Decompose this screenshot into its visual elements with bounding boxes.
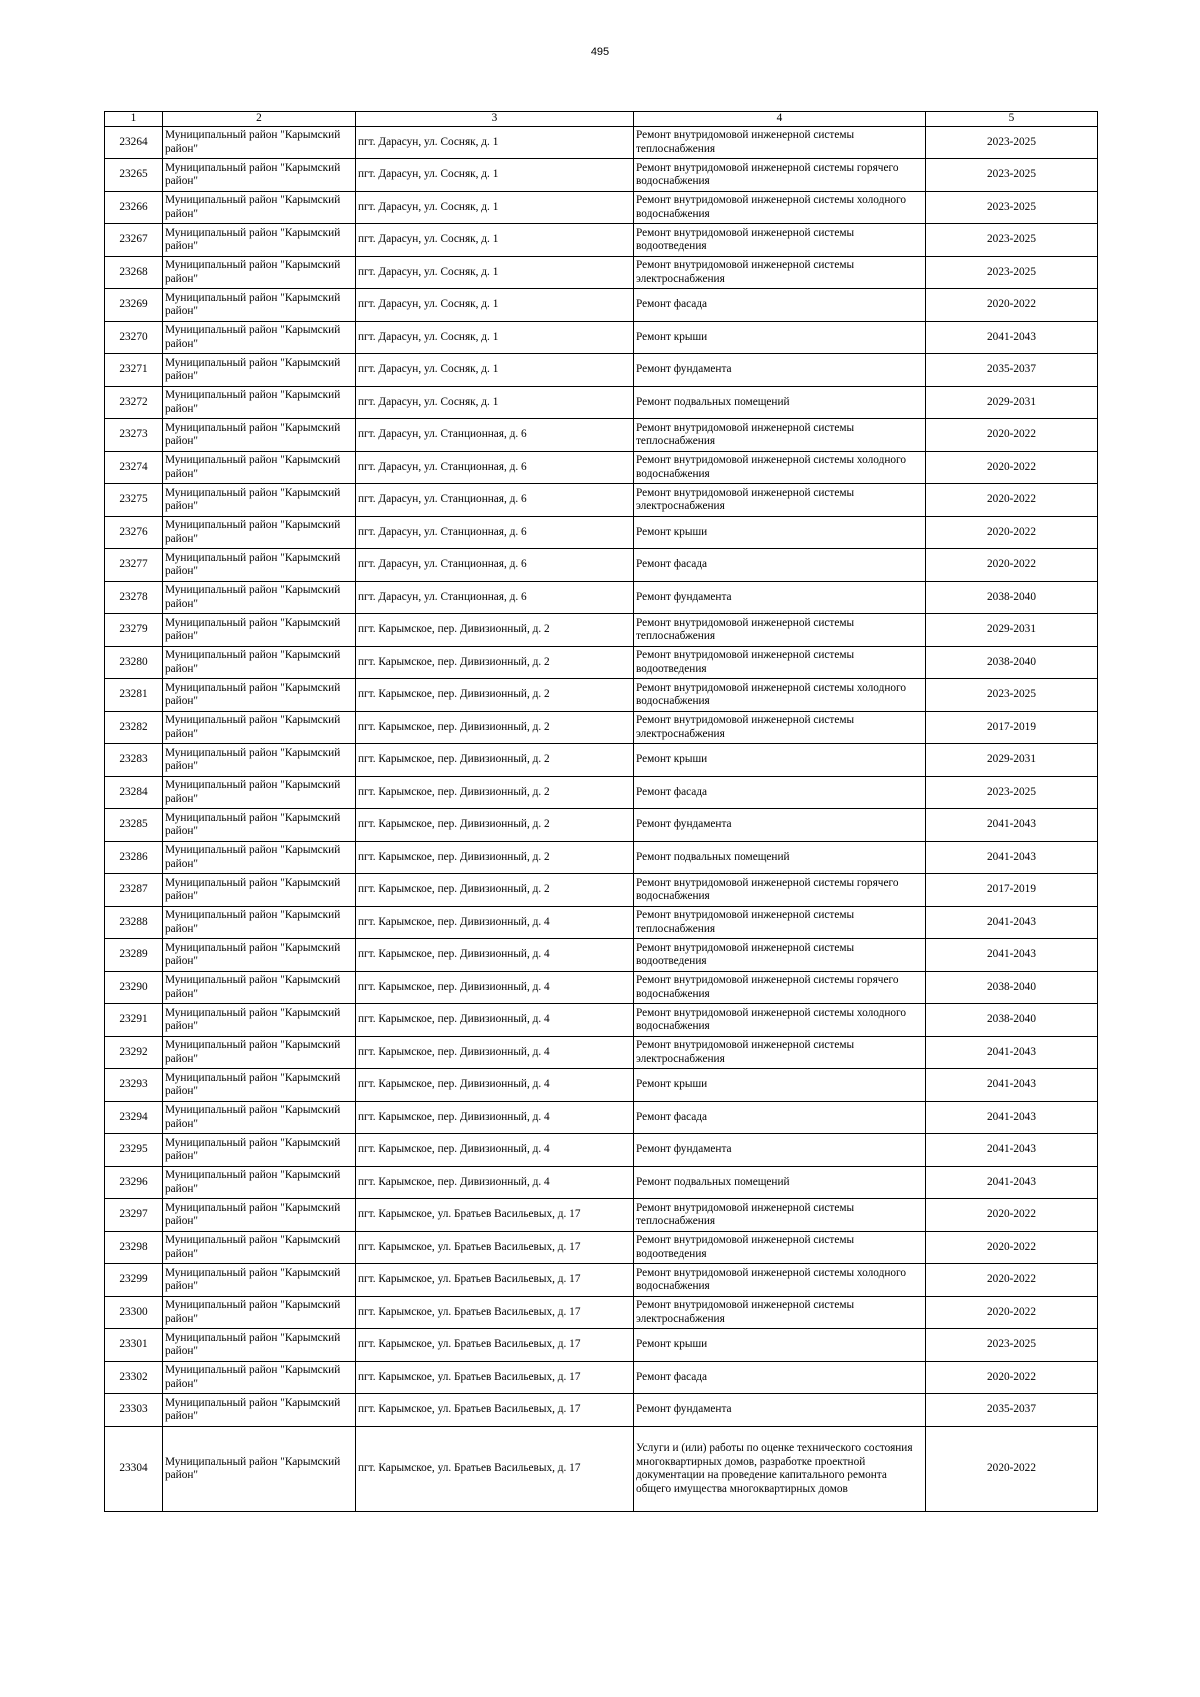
municipality-cell: Муниципальный район "Карымский район" — [163, 712, 356, 744]
work-type-cell: Ремонт крыши — [634, 744, 926, 777]
table-row — [105, 939, 1098, 972]
column-header: 5 — [926, 112, 1098, 127]
address-cell: пгт. Дарасун, ул. Сосняк, д. 1 — [356, 387, 634, 419]
row-number-cell: 23266 — [105, 192, 163, 224]
municipality-cell: Муниципальный район "Карымский район" — [163, 1134, 356, 1167]
work-type-cell: Ремонт внутридомовой инженерной системы горячего водоснабжения — [634, 159, 926, 192]
period-cell: 2041-2043 — [926, 1102, 1098, 1134]
row-number-cell: 23300 — [105, 1297, 163, 1329]
table-row — [105, 1134, 1098, 1167]
address-cell: пгт. Дарасун, ул. Сосняк, д. 1 — [356, 192, 634, 224]
table-row — [105, 419, 1098, 452]
address-cell: пгт. Дарасун, ул. Сосняк, д. 1 — [356, 322, 634, 354]
address-cell: пгт. Карымское, пер. Дивизионный, д. 2 — [356, 744, 634, 777]
address-cell: пгт. Карымское, пер. Дивизионный, д. 2 — [356, 777, 634, 809]
municipality-cell: Муниципальный район "Карымский район" — [163, 1297, 356, 1329]
period-cell: 2038-2040 — [926, 647, 1098, 679]
period-cell: 2020-2022 — [926, 549, 1098, 582]
table-header — [105, 112, 1098, 127]
work-type-cell: Ремонт внутридомовой инженерной системы холодного водоснабжения — [634, 1264, 926, 1297]
work-type-cell: Ремонт внутридомовой инженерной системы теплоснабжения — [634, 1199, 926, 1232]
column-header: 1 — [105, 112, 163, 127]
work-type-cell: Ремонт фундамента — [634, 1394, 926, 1427]
row-number-cell: 23264 — [105, 127, 163, 159]
municipality-cell: Муниципальный район "Карымский район" — [163, 1362, 356, 1394]
address-cell: пгт. Карымское, ул. Братьев Васильевых, д. 17 — [356, 1362, 634, 1394]
municipality-cell: Муниципальный район "Карымский район" — [163, 517, 356, 549]
address-cell: пгт. Карымское, пер. Дивизионный, д. 4 — [356, 1037, 634, 1069]
municipality-cell: Муниципальный район "Карымский район" — [163, 549, 356, 582]
row-number-cell: 23274 — [105, 452, 163, 484]
header-row — [105, 112, 1098, 127]
address-cell: пгт. Карымское, пер. Дивизионный, д. 2 — [356, 679, 634, 712]
row-number-cell: 23294 — [105, 1102, 163, 1134]
period-cell: 2023-2025 — [926, 257, 1098, 289]
table-row — [105, 192, 1098, 224]
municipality-cell: Муниципальный район "Карымский район" — [163, 1427, 356, 1512]
row-number-cell: 23295 — [105, 1134, 163, 1167]
work-type-cell: Ремонт крыши — [634, 517, 926, 549]
municipality-cell: Муниципальный район "Карымский район" — [163, 582, 356, 614]
period-cell: 2020-2022 — [926, 1297, 1098, 1329]
period-cell: 2029-2031 — [926, 614, 1098, 647]
work-type-cell: Ремонт крыши — [634, 322, 926, 354]
work-type-cell: Ремонт внутридомовой инженерной системы электроснабжения — [634, 257, 926, 289]
municipality-cell: Муниципальный район "Карымский район" — [163, 972, 356, 1004]
address-cell: пгт. Карымское, пер. Дивизионный, д. 4 — [356, 1004, 634, 1037]
table-row — [105, 224, 1098, 257]
row-number-cell: 23277 — [105, 549, 163, 582]
row-number-cell: 23267 — [105, 224, 163, 257]
address-cell: пгт. Дарасун, ул. Сосняк, д. 1 — [356, 354, 634, 387]
municipality-cell: Муниципальный район "Карымский район" — [163, 1329, 356, 1362]
table-row — [105, 712, 1098, 744]
address-cell: пгт. Карымское, пер. Дивизионный, д. 2 — [356, 647, 634, 679]
period-cell: 2029-2031 — [926, 744, 1098, 777]
municipality-cell: Муниципальный район "Карымский район" — [163, 1167, 356, 1199]
municipality-cell: Муниципальный район "Карымский район" — [163, 777, 356, 809]
address-cell: пгт. Дарасун, ул. Станционная, д. 6 — [356, 549, 634, 582]
address-cell: пгт. Дарасун, ул. Сосняк, д. 1 — [356, 289, 634, 322]
municipality-cell: Муниципальный район "Карымский район" — [163, 289, 356, 322]
row-number-cell: 23304 — [105, 1427, 163, 1512]
period-cell: 2023-2025 — [926, 777, 1098, 809]
table-row — [105, 1167, 1098, 1199]
municipality-cell: Муниципальный район "Карымский район" — [163, 419, 356, 452]
address-cell: пгт. Карымское, пер. Дивизионный, д. 4 — [356, 907, 634, 939]
work-type-cell: Ремонт внутридомовой инженерной системы электроснабжения — [634, 484, 926, 517]
period-cell: 2017-2019 — [926, 712, 1098, 744]
work-type-cell: Ремонт внутридомовой инженерной системы водоотведения — [634, 647, 926, 679]
period-cell: 2041-2043 — [926, 939, 1098, 972]
row-number-cell: 23289 — [105, 939, 163, 972]
row-number-cell: 23285 — [105, 809, 163, 842]
period-cell: 2020-2022 — [926, 484, 1098, 517]
municipality-cell: Муниципальный район "Карымский район" — [163, 1037, 356, 1069]
municipality-cell: Муниципальный район "Карымский район" — [163, 127, 356, 159]
period-cell: 2023-2025 — [926, 127, 1098, 159]
row-number-cell: 23271 — [105, 354, 163, 387]
row-number-cell: 23273 — [105, 419, 163, 452]
address-cell: пгт. Карымское, ул. Братьев Васильевых, д. 17 — [356, 1199, 634, 1232]
column-header: 4 — [634, 112, 926, 127]
table-row — [105, 289, 1098, 322]
period-cell: 2020-2022 — [926, 419, 1098, 452]
row-number-cell: 23286 — [105, 842, 163, 874]
table-row — [105, 387, 1098, 419]
address-cell: пгт. Дарасун, ул. Сосняк, д. 1 — [356, 257, 634, 289]
address-cell: пгт. Карымское, пер. Дивизионный, д. 2 — [356, 614, 634, 647]
row-number-cell: 23282 — [105, 712, 163, 744]
table-row — [105, 1069, 1098, 1102]
work-type-cell: Ремонт фасада — [634, 549, 926, 582]
table-row — [105, 1232, 1098, 1264]
table-row — [105, 127, 1098, 159]
row-number-cell: 23272 — [105, 387, 163, 419]
work-type-cell: Ремонт внутридомовой инженерной системы водоотведения — [634, 224, 926, 257]
row-number-cell: 23287 — [105, 874, 163, 907]
period-cell: 2038-2040 — [926, 972, 1098, 1004]
municipality-cell: Муниципальный район "Карымский район" — [163, 907, 356, 939]
row-number-cell: 23268 — [105, 257, 163, 289]
address-cell: пгт. Карымское, ул. Братьев Васильевых, д. 17 — [356, 1329, 634, 1362]
period-cell: 2038-2040 — [926, 1004, 1098, 1037]
row-number-cell: 23299 — [105, 1264, 163, 1297]
table-row — [105, 1264, 1098, 1297]
address-cell: пгт. Карымское, пер. Дивизионный, д. 4 — [356, 1102, 634, 1134]
table-body — [105, 127, 1098, 1512]
table-row — [105, 484, 1098, 517]
municipality-cell: Муниципальный район "Карымский район" — [163, 1264, 356, 1297]
table-row — [105, 354, 1098, 387]
table-row — [105, 1037, 1098, 1069]
repair-schedule-table — [104, 111, 1098, 1512]
table-row — [105, 972, 1098, 1004]
period-cell: 2035-2037 — [926, 354, 1098, 387]
period-cell: 2020-2022 — [926, 1199, 1098, 1232]
address-cell: пгт. Карымское, пер. Дивизионный, д. 2 — [356, 874, 634, 907]
table-row — [105, 1102, 1098, 1134]
address-cell: пгт. Карымское, пер. Дивизионный, д. 2 — [356, 712, 634, 744]
work-type-cell: Ремонт фасада — [634, 777, 926, 809]
row-number-cell: 23302 — [105, 1362, 163, 1394]
row-number-cell: 23270 — [105, 322, 163, 354]
table-row — [105, 452, 1098, 484]
period-cell: 2035-2037 — [926, 1394, 1098, 1427]
table-row — [105, 1427, 1098, 1512]
column-header: 3 — [356, 112, 634, 127]
municipality-cell: Муниципальный район "Карымский район" — [163, 387, 356, 419]
address-cell: пгт. Дарасун, ул. Сосняк, д. 1 — [356, 159, 634, 192]
work-type-cell: Ремонт внутридомовой инженерной системы теплоснабжения — [634, 419, 926, 452]
row-number-cell: 23275 — [105, 484, 163, 517]
work-type-cell: Ремонт фундамента — [634, 1134, 926, 1167]
work-type-cell: Ремонт внутридомовой инженерной системы холодного водоснабжения — [634, 192, 926, 224]
address-cell: пгт. Дарасун, ул. Сосняк, д. 1 — [356, 127, 634, 159]
address-cell: пгт. Карымское, ул. Братьев Васильевых, д. 17 — [356, 1394, 634, 1427]
period-cell: 2041-2043 — [926, 322, 1098, 354]
work-type-cell: Ремонт фасада — [634, 1102, 926, 1134]
table-row — [105, 614, 1098, 647]
row-number-cell: 23303 — [105, 1394, 163, 1427]
municipality-cell: Муниципальный район "Карымский район" — [163, 842, 356, 874]
work-type-cell: Услуги и (или) работы по оценке технического состояния многоквартирных домов, разработке проектной документации на проведение капитального ремонта общего имущества многоквартирных домов — [634, 1427, 926, 1512]
period-cell: 2020-2022 — [926, 452, 1098, 484]
period-cell: 2041-2043 — [926, 809, 1098, 842]
municipality-cell: Муниципальный район "Карымский район" — [163, 484, 356, 517]
municipality-cell: Муниципальный район "Карымский район" — [163, 322, 356, 354]
municipality-cell: Муниципальный район "Карымский район" — [163, 939, 356, 972]
row-number-cell: 23280 — [105, 647, 163, 679]
page-number: 495 — [590, 46, 610, 58]
column-header: 2 — [163, 112, 356, 127]
municipality-cell: Муниципальный район "Карымский район" — [163, 257, 356, 289]
municipality-cell: Муниципальный район "Карымский район" — [163, 809, 356, 842]
address-cell: пгт. Карымское, ул. Братьев Васильевых, д. 17 — [356, 1232, 634, 1264]
work-type-cell: Ремонт внутридомовой инженерной системы водоотведения — [634, 1232, 926, 1264]
row-number-cell: 23298 — [105, 1232, 163, 1264]
row-number-cell: 23284 — [105, 777, 163, 809]
table-row — [105, 1394, 1098, 1427]
period-cell: 2017-2019 — [926, 874, 1098, 907]
address-cell: пгт. Дарасун, ул. Сосняк, д. 1 — [356, 224, 634, 257]
municipality-cell: Муниципальный район "Карымский район" — [163, 1102, 356, 1134]
address-cell: пгт. Дарасун, ул. Станционная, д. 6 — [356, 517, 634, 549]
municipality-cell: Муниципальный район "Карымский район" — [163, 647, 356, 679]
table-row — [105, 1329, 1098, 1362]
table-row — [105, 647, 1098, 679]
municipality-cell: Муниципальный район "Карымский район" — [163, 744, 356, 777]
work-type-cell: Ремонт внутридомовой инженерной системы теплоснабжения — [634, 614, 926, 647]
period-cell: 2041-2043 — [926, 1134, 1098, 1167]
table-row — [105, 257, 1098, 289]
table-row — [105, 907, 1098, 939]
period-cell: 2020-2022 — [926, 1264, 1098, 1297]
municipality-cell: Муниципальный район "Карымский район" — [163, 452, 356, 484]
row-number-cell: 23265 — [105, 159, 163, 192]
work-type-cell: Ремонт внутридомовой инженерной системы горячего водоснабжения — [634, 972, 926, 1004]
table-row — [105, 842, 1098, 874]
row-number-cell: 23291 — [105, 1004, 163, 1037]
period-cell: 2041-2043 — [926, 907, 1098, 939]
period-cell: 2020-2022 — [926, 517, 1098, 549]
row-number-cell: 23290 — [105, 972, 163, 1004]
address-cell: пгт. Карымское, пер. Дивизионный, д. 4 — [356, 1134, 634, 1167]
work-type-cell: Ремонт фасада — [634, 1362, 926, 1394]
work-type-cell: Ремонт подвальных помещений — [634, 842, 926, 874]
work-type-cell: Ремонт внутридомовой инженерной системы холодного водоснабжения — [634, 1004, 926, 1037]
municipality-cell: Муниципальный район "Карымский район" — [163, 1069, 356, 1102]
row-number-cell: 23269 — [105, 289, 163, 322]
address-cell: пгт. Карымское, ул. Братьев Васильевых, д. 17 — [356, 1427, 634, 1512]
table-row — [105, 777, 1098, 809]
table-row — [105, 1199, 1098, 1232]
work-type-cell: Ремонт внутридомовой инженерной системы водоотведения — [634, 939, 926, 972]
table-row — [105, 159, 1098, 192]
work-type-cell: Ремонт внутридомовой инженерной системы электроснабжения — [634, 1037, 926, 1069]
period-cell: 2041-2043 — [926, 1037, 1098, 1069]
municipality-cell: Муниципальный район "Карымский район" — [163, 1199, 356, 1232]
period-cell: 2020-2022 — [926, 1232, 1098, 1264]
work-type-cell: Ремонт внутридомовой инженерной системы холодного водоснабжения — [634, 452, 926, 484]
period-cell: 2029-2031 — [926, 387, 1098, 419]
work-type-cell: Ремонт внутридомовой инженерной системы электроснабжения — [634, 712, 926, 744]
address-cell: пгт. Карымское, пер. Дивизионный, д. 4 — [356, 1069, 634, 1102]
municipality-cell: Муниципальный район "Карымский район" — [163, 192, 356, 224]
municipality-cell: Муниципальный район "Карымский район" — [163, 1232, 356, 1264]
table-row — [105, 874, 1098, 907]
period-cell: 2020-2022 — [926, 1362, 1098, 1394]
work-type-cell: Ремонт внутридомовой инженерной системы горячего водоснабжения — [634, 874, 926, 907]
row-number-cell: 23279 — [105, 614, 163, 647]
address-cell: пгт. Карымское, пер. Дивизионный, д. 4 — [356, 939, 634, 972]
address-cell: пгт. Дарасун, ул. Станционная, д. 6 — [356, 419, 634, 452]
period-cell: 2041-2043 — [926, 1069, 1098, 1102]
address-cell: пгт. Карымское, пер. Дивизионный, д. 4 — [356, 972, 634, 1004]
table-row — [105, 679, 1098, 712]
work-type-cell: Ремонт крыши — [634, 1329, 926, 1362]
municipality-cell: Муниципальный район "Карымский район" — [163, 1394, 356, 1427]
work-type-cell: Ремонт внутридомовой инженерной системы теплоснабжения — [634, 907, 926, 939]
table-row — [105, 1362, 1098, 1394]
municipality-cell: Муниципальный район "Карымский район" — [163, 874, 356, 907]
work-type-cell: Ремонт крыши — [634, 1069, 926, 1102]
period-cell: 2038-2040 — [926, 582, 1098, 614]
period-cell: 2041-2043 — [926, 1167, 1098, 1199]
municipality-cell: Муниципальный район "Карымский район" — [163, 679, 356, 712]
row-number-cell: 23293 — [105, 1069, 163, 1102]
row-number-cell: 23276 — [105, 517, 163, 549]
municipality-cell: Муниципальный район "Карымский район" — [163, 354, 356, 387]
address-cell: пгт. Карымское, пер. Дивизионный, д. 4 — [356, 1167, 634, 1199]
address-cell: пгт. Карымское, ул. Братьев Васильевых, д. 17 — [356, 1297, 634, 1329]
period-cell: 2023-2025 — [926, 192, 1098, 224]
municipality-cell: Муниципальный район "Карымский район" — [163, 224, 356, 257]
row-number-cell: 23288 — [105, 907, 163, 939]
municipality-cell: Муниципальный район "Карымский район" — [163, 1004, 356, 1037]
table-row — [105, 1297, 1098, 1329]
address-cell: пгт. Карымское, пер. Дивизионный, д. 2 — [356, 842, 634, 874]
work-type-cell: Ремонт фундамента — [634, 582, 926, 614]
period-cell: 2041-2043 — [926, 842, 1098, 874]
work-type-cell: Ремонт подвальных помещений — [634, 1167, 926, 1199]
table-row — [105, 322, 1098, 354]
table-row — [105, 517, 1098, 549]
work-type-cell: Ремонт фундамента — [634, 354, 926, 387]
row-number-cell: 23281 — [105, 679, 163, 712]
address-cell: пгт. Дарасун, ул. Станционная, д. 6 — [356, 582, 634, 614]
period-cell: 2023-2025 — [926, 679, 1098, 712]
work-type-cell: Ремонт внутридомовой инженерной системы электроснабжения — [634, 1297, 926, 1329]
row-number-cell: 23283 — [105, 744, 163, 777]
municipality-cell: Муниципальный район "Карымский район" — [163, 159, 356, 192]
period-cell: 2020-2022 — [926, 289, 1098, 322]
work-type-cell: Ремонт подвальных помещений — [634, 387, 926, 419]
table-row — [105, 809, 1098, 842]
address-cell: пгт. Дарасун, ул. Станционная, д. 6 — [356, 452, 634, 484]
table-row — [105, 549, 1098, 582]
address-cell: пгт. Дарасун, ул. Станционная, д. 6 — [356, 484, 634, 517]
row-number-cell: 23292 — [105, 1037, 163, 1069]
table-row — [105, 582, 1098, 614]
row-number-cell: 23296 — [105, 1167, 163, 1199]
row-number-cell: 23297 — [105, 1199, 163, 1232]
period-cell: 2023-2025 — [926, 1329, 1098, 1362]
address-cell: пгт. Карымское, пер. Дивизионный, д. 2 — [356, 809, 634, 842]
work-type-cell: Ремонт внутридомовой инженерной системы теплоснабжения — [634, 127, 926, 159]
period-cell: 2020-2022 — [926, 1427, 1098, 1512]
table-row — [105, 1004, 1098, 1037]
work-type-cell: Ремонт внутридомовой инженерной системы холодного водоснабжения — [634, 679, 926, 712]
table-row — [105, 744, 1098, 777]
period-cell: 2023-2025 — [926, 159, 1098, 192]
row-number-cell: 23301 — [105, 1329, 163, 1362]
work-type-cell: Ремонт фундамента — [634, 809, 926, 842]
work-type-cell: Ремонт фасада — [634, 289, 926, 322]
period-cell: 2023-2025 — [926, 224, 1098, 257]
address-cell: пгт. Карымское, ул. Братьев Васильевых, д. 17 — [356, 1264, 634, 1297]
row-number-cell: 23278 — [105, 582, 163, 614]
municipality-cell: Муниципальный район "Карымский район" — [163, 614, 356, 647]
